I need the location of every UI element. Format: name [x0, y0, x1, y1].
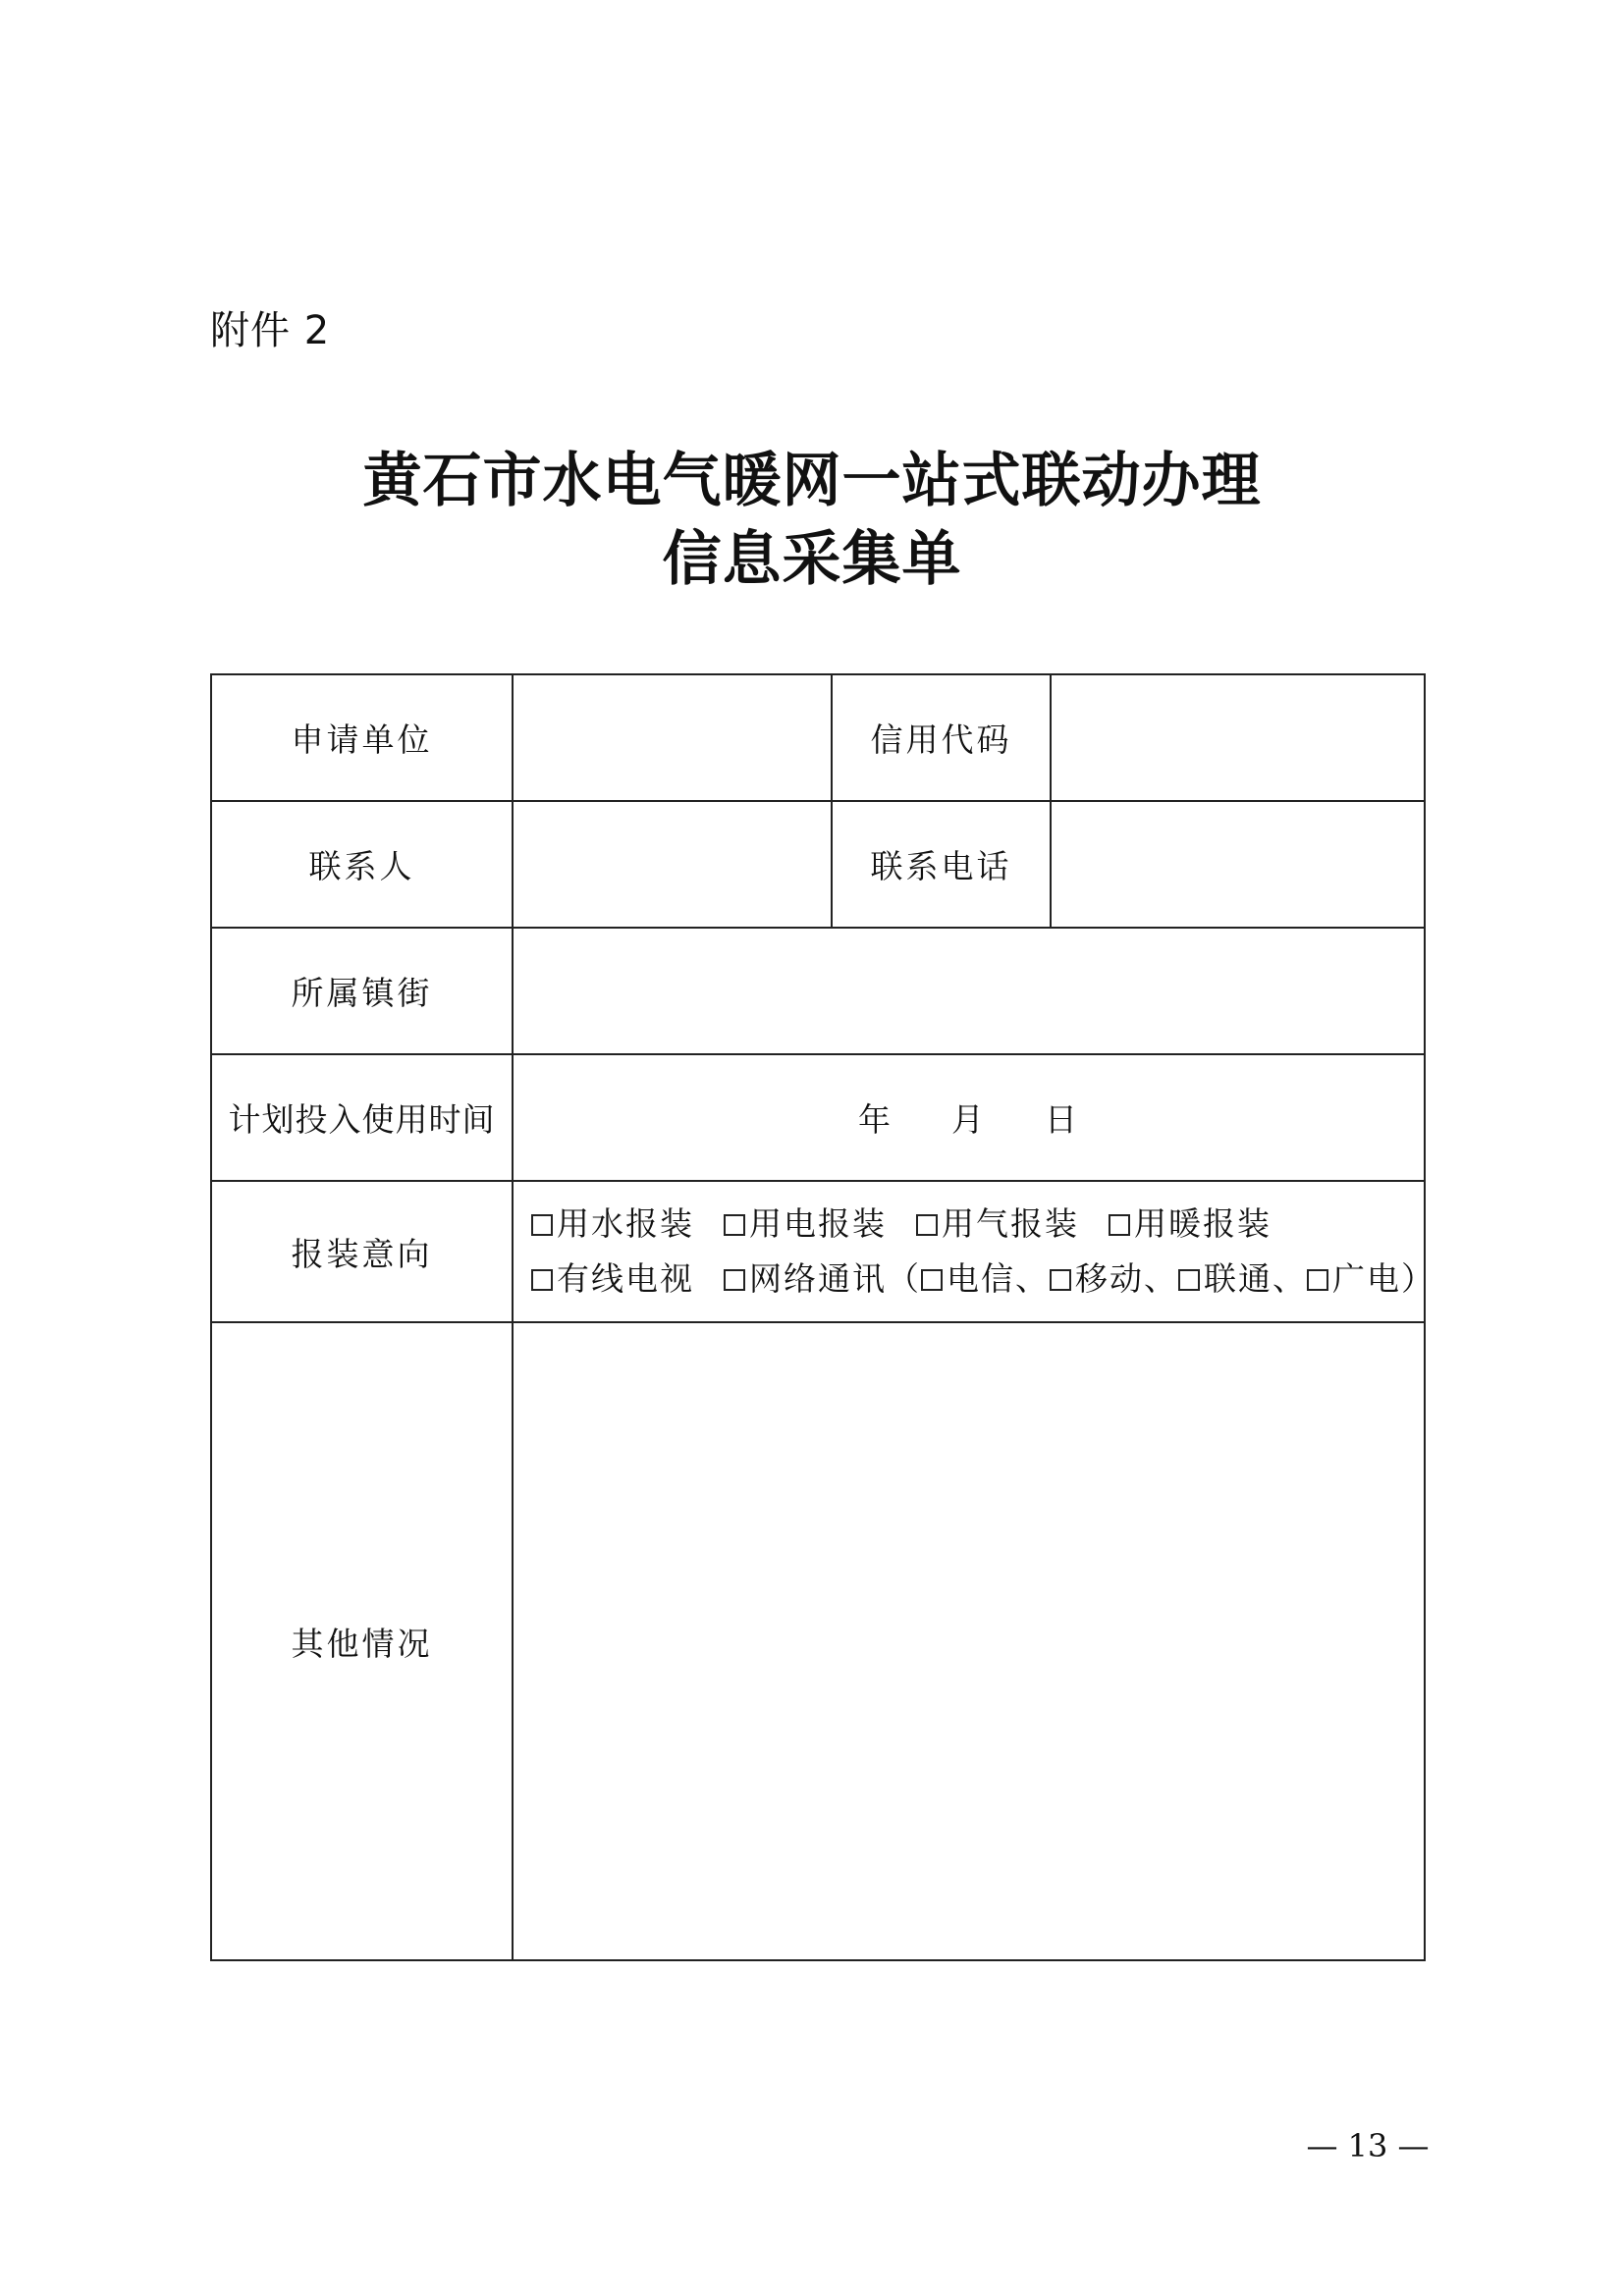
option-telecom-label: 电信 — [947, 1259, 1015, 1298]
date-year-unit: 年 — [858, 1100, 893, 1139]
intent-options-line-2 — [514, 1252, 1435, 1307]
contact-field[interactable] — [513, 801, 832, 928]
option-water-label: 用水报装 — [557, 1204, 694, 1243]
separator: 、 — [1144, 1259, 1178, 1298]
checkbox-icon[interactable] — [1307, 1269, 1328, 1291]
applicant-label: 申请单位 — [211, 674, 513, 801]
option-telecom[interactable] — [921, 1252, 1015, 1307]
page-number: — 13 — — [1306, 2127, 1430, 2164]
form-row-contact — [211, 801, 1425, 928]
phone-label: 联系电话 — [832, 801, 1051, 928]
intent-label: 报装意向 — [211, 1181, 513, 1322]
separator: 、 — [1015, 1259, 1050, 1298]
checkbox-icon[interactable] — [531, 1269, 553, 1291]
form-row-other — [211, 1322, 1425, 1960]
option-unicom-label: 联通 — [1204, 1259, 1272, 1298]
intent-options-line-1 — [514, 1197, 1424, 1252]
option-broadcast[interactable] — [1307, 1252, 1401, 1307]
option-mobile-label: 移动 — [1075, 1259, 1144, 1298]
form-row-applicant — [211, 674, 1425, 801]
street-field[interactable] — [513, 928, 1425, 1054]
checkbox-icon[interactable] — [1109, 1214, 1130, 1236]
checkbox-icon[interactable] — [916, 1214, 938, 1236]
form-row-planned-time — [211, 1054, 1425, 1181]
checkbox-icon[interactable] — [1050, 1269, 1071, 1291]
option-broadcast-label: 广电 — [1332, 1259, 1401, 1298]
paren-close: ） — [1401, 1259, 1435, 1298]
date-day-unit: 日 — [1045, 1100, 1079, 1139]
option-electricity-label: 用电报装 — [749, 1204, 887, 1243]
phone-field[interactable] — [1051, 801, 1425, 928]
option-heating-label: 用暖报装 — [1134, 1204, 1272, 1243]
option-network[interactable] — [724, 1252, 887, 1307]
option-gas[interactable] — [916, 1197, 1079, 1252]
other-label: 其他情况 — [211, 1322, 513, 1960]
option-heating[interactable] — [1109, 1197, 1272, 1252]
attachment-label: 附件 2 — [210, 308, 331, 353]
other-field[interactable] — [513, 1322, 1425, 1960]
date-month-unit: 月 — [951, 1100, 986, 1139]
separator: 、 — [1272, 1259, 1307, 1298]
checkbox-icon[interactable] — [724, 1214, 745, 1236]
info-collection-form — [210, 673, 1435, 1961]
checkbox-icon[interactable] — [724, 1269, 745, 1291]
option-electricity[interactable] — [724, 1197, 887, 1252]
option-water[interactable] — [531, 1197, 694, 1252]
option-cable-tv[interactable] — [531, 1252, 694, 1307]
planned-time-label: 计划投入使用时间 — [211, 1054, 513, 1181]
document-title: 黄石市水电气暖网一站式联动办理 — [362, 447, 1262, 515]
credit-code-label: 信用代码 — [832, 674, 1051, 801]
form-row-intent — [211, 1181, 1425, 1322]
checkbox-icon[interactable] — [531, 1214, 553, 1236]
contact-label: 联系人 — [211, 801, 513, 928]
form-row-street — [211, 928, 1425, 1054]
option-cable-tv-label: 有线电视 — [557, 1259, 694, 1298]
option-network-label: 网络通讯 — [749, 1259, 887, 1298]
option-mobile[interactable] — [1050, 1252, 1144, 1307]
checkbox-icon[interactable] — [921, 1269, 943, 1291]
applicant-field[interactable] — [513, 674, 832, 801]
paren-open: （ — [887, 1259, 921, 1298]
checkbox-icon[interactable] — [1178, 1269, 1200, 1291]
document-subtitle: 信息采集单 — [662, 525, 962, 594]
option-gas-label: 用气报装 — [942, 1204, 1079, 1243]
intent-options — [513, 1181, 1435, 1322]
credit-code-field[interactable] — [1051, 674, 1425, 801]
street-label: 所属镇街 — [211, 928, 513, 1054]
planned-time-field[interactable] — [513, 1054, 1425, 1181]
option-unicom[interactable] — [1178, 1252, 1272, 1307]
